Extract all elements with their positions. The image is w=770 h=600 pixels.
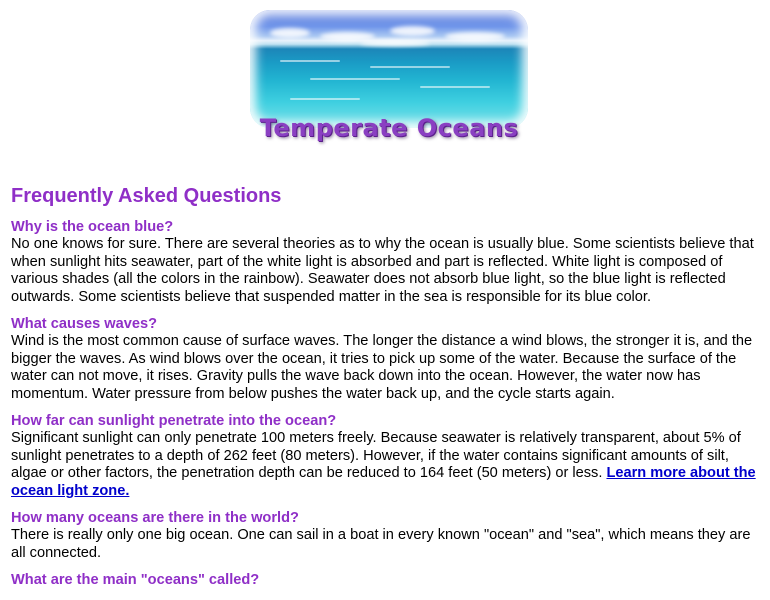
faq-question: What causes waves? [11, 316, 158, 332]
faq-answer: There is really only one big ocean. One can sail in a boat in every known "ocean" and "sea", which means they are all connected. [11, 527, 751, 561]
faq-item-main-oceans [11, 571, 767, 589]
faq-item-sunlight [11, 412, 767, 500]
faq-answer: Wind is the most common cause of surface waves. The longer the distance a wind blows, the stronger it is, and the bigger the waves. As wind blows over the ocean, it tries to pick up some of the water. Because the surface of the water can not move, it rises. Gravity pulls the wave back down into the ocean. However, the water now has momentum. Water pressure from below pushes the water back up, and the cycle starts again. [11, 333, 753, 402]
faq-item-how-many-oceans [11, 509, 767, 562]
ocean-banner-image [250, 10, 528, 128]
faq-section [11, 184, 767, 598]
faq-answer-text: Significant sunlight can only penetrate 100 meters freely. Because seawater is relatively transparent, about 5% of sunlight penetrates to a depth of 262 feet (80 meters). However, if the water contains significant amounts of silt, algae or other factors, the penetration depth can be reduced to 164 feet (50 meters) or less. [11, 430, 741, 481]
page-title: Frequently Asked Questions [11, 185, 282, 207]
faq-question: Why is the ocean blue? [11, 219, 174, 235]
faq-question: How many oceans are there in the world? [11, 510, 299, 526]
faq-question: What are the main "oceans" called? [11, 572, 260, 588]
banner-title: Temperate Oceans [259, 114, 519, 142]
ocean-light-zone-link[interactable]: Learn more about the ocean light zone. [11, 465, 756, 499]
faq-answer [11, 430, 767, 500]
faq-question: How far can sunlight penetrate into the ocean? [11, 413, 337, 429]
banner [250, 6, 528, 146]
faq-item-why-blue [11, 218, 767, 306]
faq-answer: No one knows for sure. There are several theories as to why the ocean is usually blue. Some scientists believe that when sunlight hits seawater, part of the white light is absorbed and part is reflected. White light is composed of various shades (all the colors in the rainbow). Seawater does not absorb blue light, so the blue light is reflected outwards. Some scientists believe that suspended matter in the sea is responsible for its blue color. [11, 236, 754, 305]
faq-item-waves [11, 315, 767, 403]
